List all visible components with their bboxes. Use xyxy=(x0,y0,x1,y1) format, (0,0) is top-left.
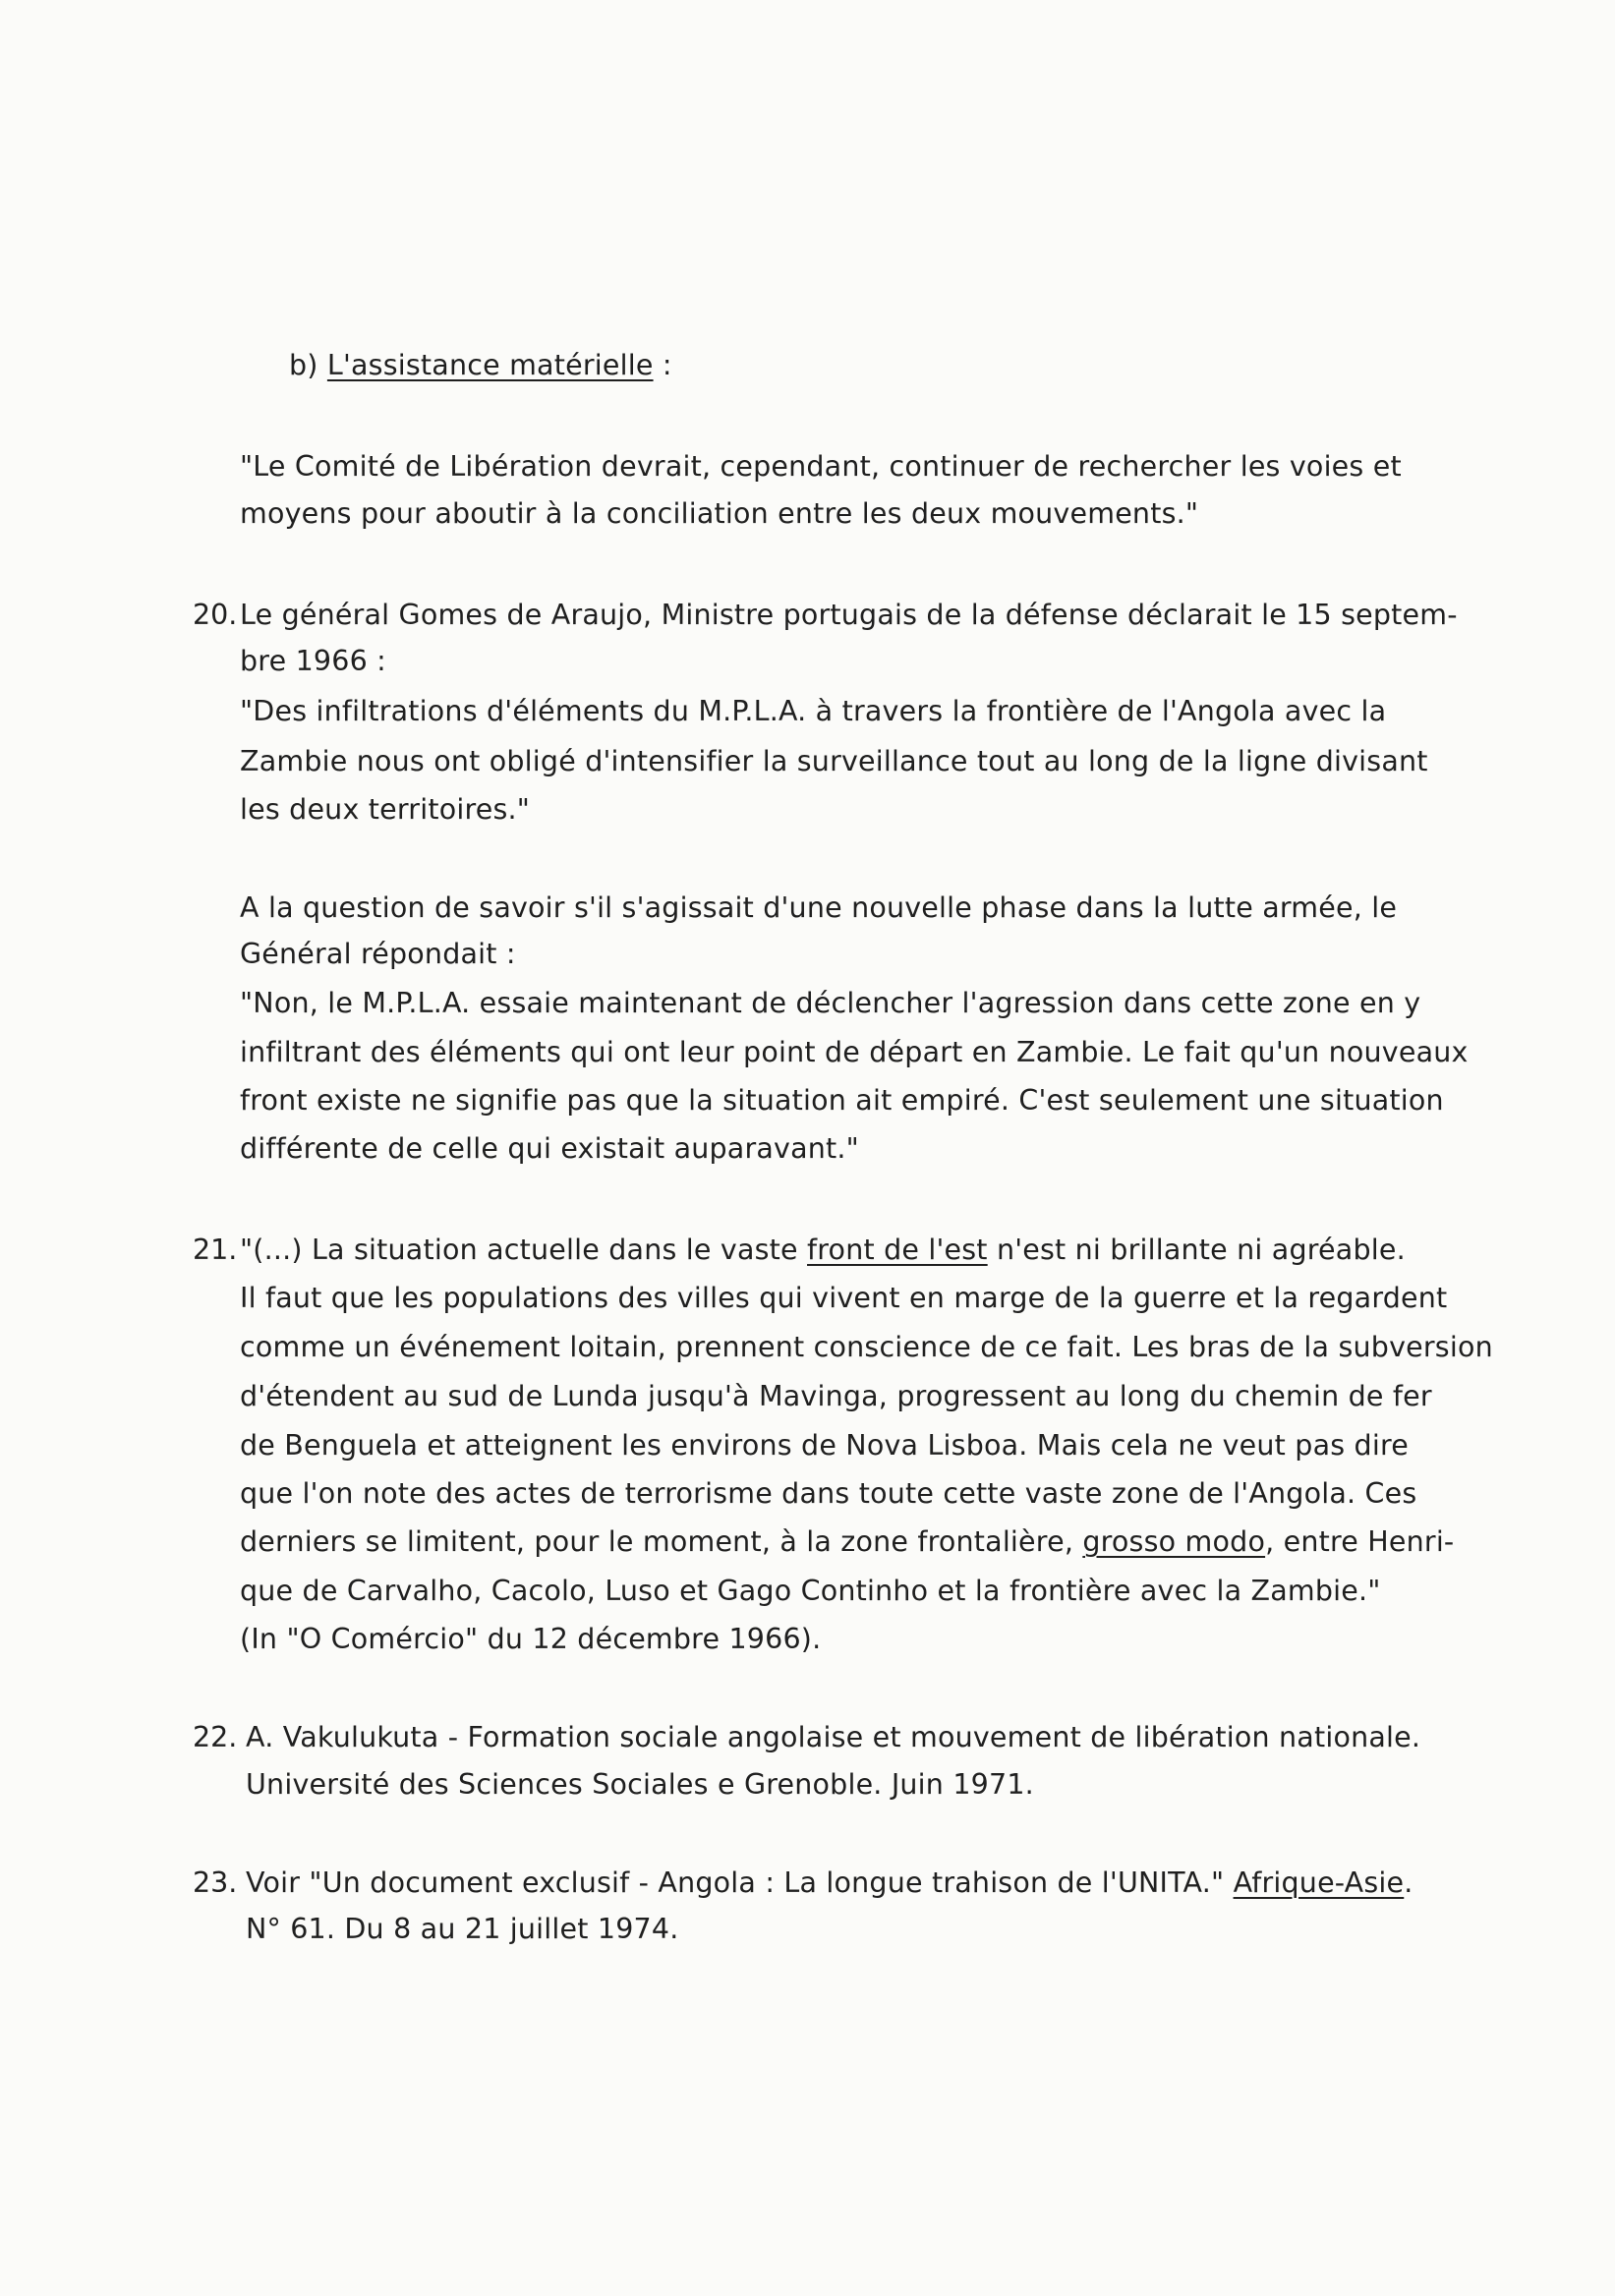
note-20-para2-line-5: front existe ne signifie pas que la situation ait empiré. C'est seulement une situation xyxy=(240,1084,1444,1117)
note-21-line-6: que l'on note des actes de terrorisme dans toute cette vaste zone de l'Angola. Ces xyxy=(240,1477,1417,1510)
note-20-para2-line-2: Général répondait : xyxy=(240,938,516,970)
note-21-number: 21. xyxy=(193,1234,238,1266)
note-21-line-7 xyxy=(240,1524,1454,1560)
note-22-number: 22. xyxy=(193,1721,238,1753)
section-b-suffix: : xyxy=(653,349,672,381)
note-23-line-2: N° 61. Du 8 au 21 juillet 1974. xyxy=(246,1913,679,1945)
note-20-line-1: Le général Gomes de Araujo, Ministre portugais de la défense déclarait le 15 septem- xyxy=(240,599,1458,631)
note-20-para2-line-4: infiltrant des éléments qui ont leur point de départ en Zambie. Le fait qu'un nouveaux xyxy=(240,1036,1469,1068)
note-21-line-7-text: derniers se limitent, pour le moment, à la zone frontalière, xyxy=(240,1525,1083,1558)
note-23-line-1-text: Voir "Un document exclusif - Angola : La longue trahison de l'UNITA." xyxy=(246,1866,1234,1899)
note-21-emphasis-grosso-modo: grosso modo xyxy=(1082,1525,1266,1558)
quote-b-line-2: moyens pour aboutir à la conciliation entre les deux mouvements." xyxy=(240,497,1199,530)
note-21-line-5: de Benguela et atteignent les environs de Nova Lisboa. Mais cela ne veut pas dire xyxy=(240,1429,1409,1462)
note-21-line-7-text-end: , entre Henri- xyxy=(1265,1525,1455,1558)
note-21-line-1 xyxy=(240,1233,1406,1268)
note-20-para2-line-3: "Non, le M.P.L.A. essaie maintenant de déclencher l'agression dans cette zone en y xyxy=(240,987,1421,1019)
note-20-line-5: les deux territoires." xyxy=(240,793,531,826)
note-20-line-4: Zambie nous ont obligé d'intensifier la surveillance tout au long de la ligne divisant xyxy=(240,745,1428,777)
note-20-para2-line-1: A la question de savoir s'il s'agissait d'une nouvelle phase dans la lutte armée, le xyxy=(240,891,1398,924)
note-20-para2-line-6: différente de celle qui existait auparavant." xyxy=(240,1132,859,1165)
section-b-title: L'assistance matérielle xyxy=(326,349,654,381)
note-21-line-2: Il faut que les populations des villes qui vivent en marge de la guerre et la regardent xyxy=(240,1282,1448,1314)
note-21-line-1-text: "(...) La situation actuelle dans le vaste xyxy=(240,1234,808,1266)
note-21-line-8: que de Carvalho, Cacolo, Luso et Gago Continho et la frontière avec la Zambie." xyxy=(240,1575,1381,1607)
note-20-line-3: "Des infiltrations d'éléments du M.P.L.A. à travers la frontière de l'Angola avec la xyxy=(240,695,1387,727)
note-23-line-1 xyxy=(246,1866,1413,1901)
note-20-number: 20. xyxy=(193,599,238,631)
section-b-heading xyxy=(289,348,672,383)
note-22-line-2: Université des Sciences Sociales e Grenoble. Juin 1971. xyxy=(246,1768,1034,1801)
note-21-emphasis-front: front de l'est xyxy=(807,1234,988,1266)
note-23-number: 23. xyxy=(193,1866,238,1899)
note-23-journal-title: Afrique-Asie xyxy=(1233,1866,1405,1899)
note-23-line-1-text-end: . xyxy=(1404,1866,1413,1899)
note-20-line-2: bre 1966 : xyxy=(240,645,386,677)
note-21-citation: (In "O Comércio" du 12 décembre 1966). xyxy=(240,1623,822,1655)
quote-b-line-1: "Le Comité de Libération devrait, cependant, continuer de rechercher les voies et xyxy=(240,450,1402,483)
note-21-line-4: d'étendent au sud de Lunda jusqu'à Mavinga, progressent au long du chemin de fer xyxy=(240,1380,1432,1412)
note-21-line-3: comme un événement loitain, prennent conscience de ce fait. Les bras de la subversion xyxy=(240,1331,1493,1363)
section-b-prefix: b) xyxy=(289,349,318,381)
note-21-line-1-text-end: n'est ni brillante ni agréable. xyxy=(987,1234,1406,1266)
note-22-line-1: A. Vakulukuta - Formation sociale angolaise et mouvement de libération nationale. xyxy=(246,1721,1421,1753)
